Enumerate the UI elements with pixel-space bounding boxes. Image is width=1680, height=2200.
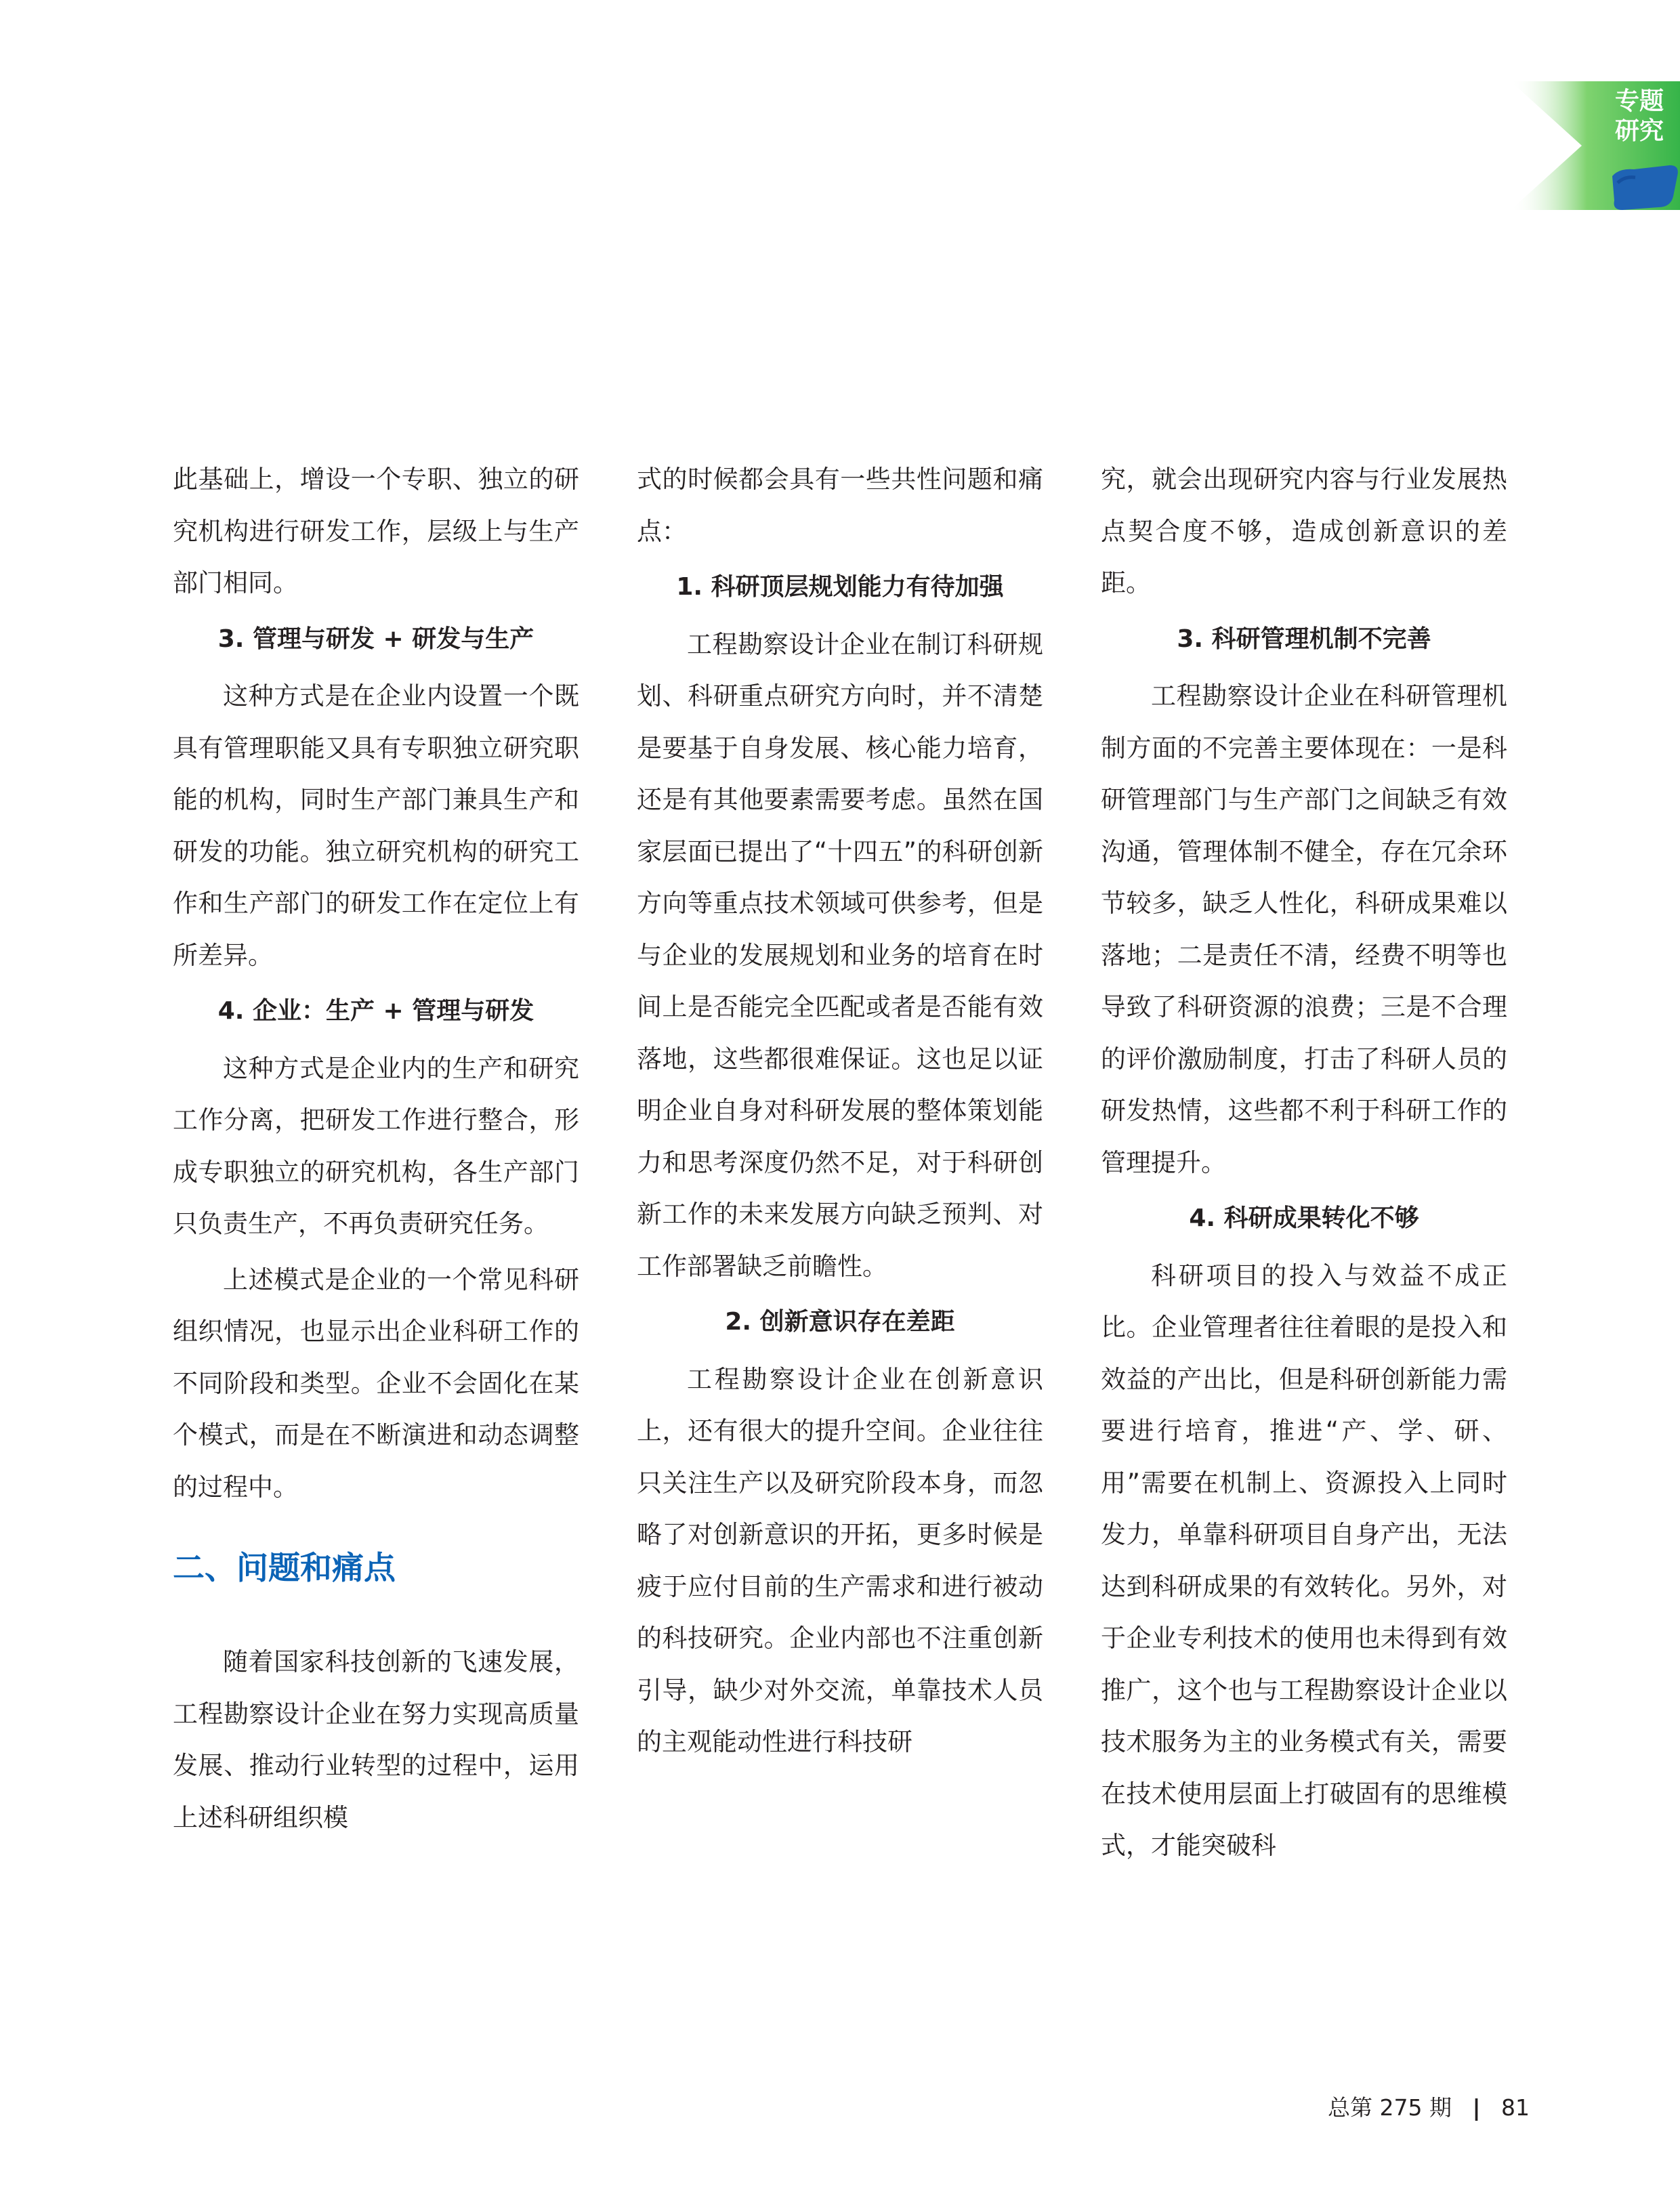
- issue-number: 总第 275 期: [1328, 2094, 1452, 2121]
- paragraph: 随着国家科技创新的飞速发展，工程勘察设计企业在努力实现高质量发展、推动行业转型的过程中，运用上述科研组织模: [173, 1647, 579, 1832]
- section-tag-line2: 研究: [1614, 117, 1664, 145]
- subsection-heading: 4. 科研成果转化不够: [1189, 1204, 1419, 1232]
- paragraph: 工程勘察设计企业在创新意识上，还有很大的提升空间。企业往往只关注生产以及研究阶段本身，而忽略了对创新意识的开拓，更多时候是疲于应付目前的生产需求和进行被动的科技研究。企业内部也不注重创新引导，缺少对外交流，单靠技术人员的主观能动性进行科技研: [637, 1364, 1043, 1756]
- paragraph: 工程勘察设计企业在制订科研规划、科研重点研究方向时，并不清楚是要基于自身发展、核心能力培育，还是有其他要素需要考虑。虽然在国家层面已提出了“十四五”的科研创新方向等重点技术领域可供参考，但是与企业的发展规划和业务的培育在时间上是否能完全匹配或者是否能有效落地，这些都很难保证。这也足以证明企业自身对科研发展的整体策划能力和思考深度仍然不足，对于科研创新工作的未来发展方向缺乏预判、对工作部署缺乏前瞻性。: [637, 629, 1043, 1281]
- section-tag: [1511, 81, 1680, 210]
- paragraph: 此基础上，增设一个专职、独立的研究机构进行研发工作，层级上与生产部门相同。: [173, 465, 579, 597]
- scroll-icon: [1612, 165, 1678, 210]
- page-number: 81: [1501, 2094, 1530, 2121]
- column-2: [637, 454, 1043, 1773]
- paragraph: 工程勘察设计企业在科研管理机制方面的不完善主要体现在：一是科研管理部门与生产部门之间缺乏有效沟通，管理体制不健全，存在冗余环节较多，缺乏人性化，科研成果难以落地；二是责任不清，经费不明等也导致了科研资源的浪费；三是不合理的评价激励制度，打击了科研人员的研发热情，这些都不利于科研工作的管理提升。: [1101, 681, 1507, 1177]
- section-tag-line1: 专题: [1614, 87, 1664, 115]
- page-footer: [1328, 2093, 1531, 2123]
- subsection-heading: 2. 创新意识存在差距: [725, 1308, 955, 1336]
- paragraph: 科研项目的投入与效益不成正比。企业管理者往往着眼的是投入和效益的产出比，但是科研创新能力需要进行培育，推进“产、学、研、用”需要在机制上、资源投入上同时发力，单靠科研项目自身产出，无法达到科研成果的有效转化。另外，对于企业专利技术的使用也未得到有效推广，这个也与工程勘察设计企业以技术服务为主的业务模式有关，需要在技术使用层面上打破固有的思维模式，才能突破科: [1101, 1261, 1507, 1860]
- paragraph: 上述模式是企业的一个常见科研组织情况，也显示出企业科研工作的不同阶段和类型。企业不会固化在某个模式，而是在不断演进和动态调整的过程中。: [173, 1265, 579, 1502]
- column-3: [1101, 454, 1507, 1876]
- subsection-heading: 1. 科研顶层规划能力有待加强: [676, 573, 1004, 601]
- subsection-heading: 3. 科研管理机制不完善: [1177, 625, 1431, 653]
- footer-separator: |: [1472, 2094, 1481, 2121]
- paragraph: 这种方式是企业内的生产和研究工作分离，把研发工作进行整合，形成专职独立的研究机构，各生产部门只负责生产，不再负责研究任务。: [173, 1053, 579, 1238]
- paragraph: 式的时候都会具有一些共性问题和痛点：: [637, 465, 1043, 546]
- subsection-heading: 3. 管理与研发 + 研发与生产: [217, 625, 534, 653]
- section-heading: 二、问题和痛点: [173, 1550, 396, 1587]
- paragraph: 这种方式是在企业内设置一个既具有管理职能又具有专职独立研究职能的机构，同时生产部门兼具生产和研发的功能。独立研究机构的研究工作和生产部门的研发工作在定位上有所差异。: [173, 681, 579, 970]
- column-1: [173, 454, 579, 1848]
- paragraph: 究，就会出现研究内容与行业发展热点契合度不够，造成创新意识的差距。: [1101, 465, 1507, 597]
- subsection-heading: 4. 企业：生产 + 管理与研发: [217, 997, 534, 1025]
